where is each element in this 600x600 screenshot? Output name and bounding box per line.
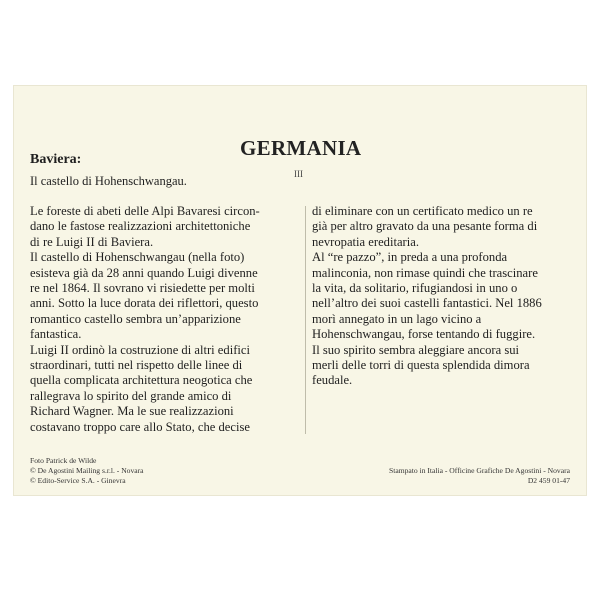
paragraph: di eliminare con un certificato medico un re già per altro gravato da una pesante forma di nevropatia ereditaria. xyxy=(312,204,538,249)
printer-line: Stampato in Italia - Officine Grafiche De Agostini - Novara xyxy=(389,466,570,475)
paragraph: Luigi II ordinò la costruzione di altri edifici straordinari, tutti nel rispetto delle linee di quella complicata architettura neogotica che rallegrava lo spirito del grande amico di Richard Wagner. Ma le sue realizzazioni costavano troppo care allo Stato, che decise xyxy=(30,342,253,434)
text-column-right xyxy=(312,204,568,389)
section-numeral: III xyxy=(294,169,303,179)
paragraph: Il castello di Hohenschwangau (nella foto) esisteva già da 28 anni quando Luigi divenne re nel 1864. Il sovrano vi risiedette per molti anni. Sotto la luce dorata dei riflettori, questo romantico castello sembra un’apparizione fantastica. xyxy=(30,250,259,342)
text-column-left xyxy=(30,204,306,435)
paragraph: Le foreste di abeti delle Alpi Bavaresi circon- dano le fastose realizzazioni architettoniche di re Luigi II di Baviera. xyxy=(30,204,260,249)
credits xyxy=(30,456,144,486)
photo-credit: Foto Patrick de Wilde xyxy=(30,456,97,465)
subject-subtitle: Il castello di Hohenschwangau. xyxy=(30,174,187,188)
postcard-back xyxy=(14,86,586,495)
paragraph: Al “re pazzo”, in preda a una profonda malinconia, non rimase quindi che trascinare la vita, da solitario, rifugiandosi in uno o nell’altro dei suoi castelli fantastici. Nel 1886 morì annegato in un lago vicino a Hohenschwangau, forse tentando di fuggire. xyxy=(312,250,542,342)
product-code: D2 459 01-47 xyxy=(527,476,570,485)
copyright-line: © Edito-Service S.A. - Ginevra xyxy=(30,476,126,485)
column-divider xyxy=(305,206,306,434)
page-title: GERMANIA xyxy=(240,136,362,160)
region-heading: Baviera: xyxy=(30,152,82,167)
paragraph: Il suo spirito sembra aleggiare ancora sui merli delle torri di questa splendida dimora feudale. xyxy=(312,342,530,388)
copyright-line: © De Agostini Mailing s.r.l. - Novara xyxy=(30,466,144,475)
printer-info xyxy=(389,466,570,486)
